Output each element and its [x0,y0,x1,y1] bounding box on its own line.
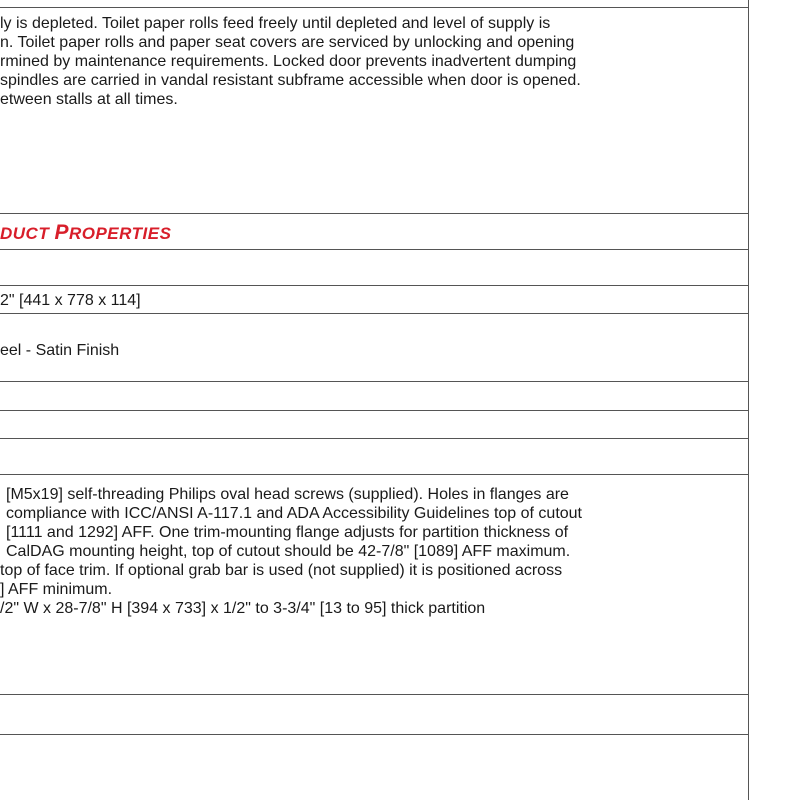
installation-line: CalDAG mounting height, top of cutout should be 42-7/8" [1089] AFF maximum. [6,543,571,560]
row-divider [0,285,749,286]
heading-part-1: DUCT [0,224,55,243]
row-divider [0,410,749,411]
dimensions-value: 2" [441 x 778 x 114] [0,292,141,309]
row-divider [0,734,749,735]
description-line: spindles are carried in vandal resistant subframe accessible when door is opened. [0,72,581,89]
heading-part-2: ROPERTIES [68,224,172,243]
product-properties-heading [0,221,171,245]
row-divider [0,438,749,439]
row-divider [0,213,749,214]
row-divider [0,7,749,8]
description-line: rmined by maintenance requirements. Locked door prevents inadvertent dumping [0,53,577,70]
installation-line: top of face trim. If optional grab bar is used (not supplied) it is positioned across [0,562,563,579]
product-description [0,14,744,109]
row-divider [0,381,749,382]
installation-line: [1111 and 1292] AFF. One trim-mounting flange adjusts for partition thickness of [6,524,569,541]
description-line: n. Toilet paper rolls and paper seat covers are serviced by unlocking and opening [0,34,575,51]
row-divider [0,474,749,475]
material-value: eel - Satin Finish [0,342,120,359]
table-right-border [748,0,749,800]
row-divider [0,313,749,314]
description-line: etween stalls at all times. [0,91,178,108]
description-line: ly is depleted. Toilet paper rolls feed freely until depleted and level of supply is [0,15,551,32]
installation-line: /2" W x 28-7/8" H [394 x 733] x 1/2" to 3-3/4" [13 to 95] thick partition [0,600,486,617]
row-divider [0,249,749,250]
heading-cap-letter: P [54,221,69,244]
installation-text [0,485,744,618]
row-divider [0,694,749,695]
installation-line: ] AFF minimum. [0,581,113,598]
installation-line: compliance with ICC/ANSI A-117.1 and ADA Accessibility Guidelines top of cutout [6,505,582,522]
installation-line: [M5x19] self-threading Philips oval head screws (supplied). Holes in flanges are [6,486,569,503]
